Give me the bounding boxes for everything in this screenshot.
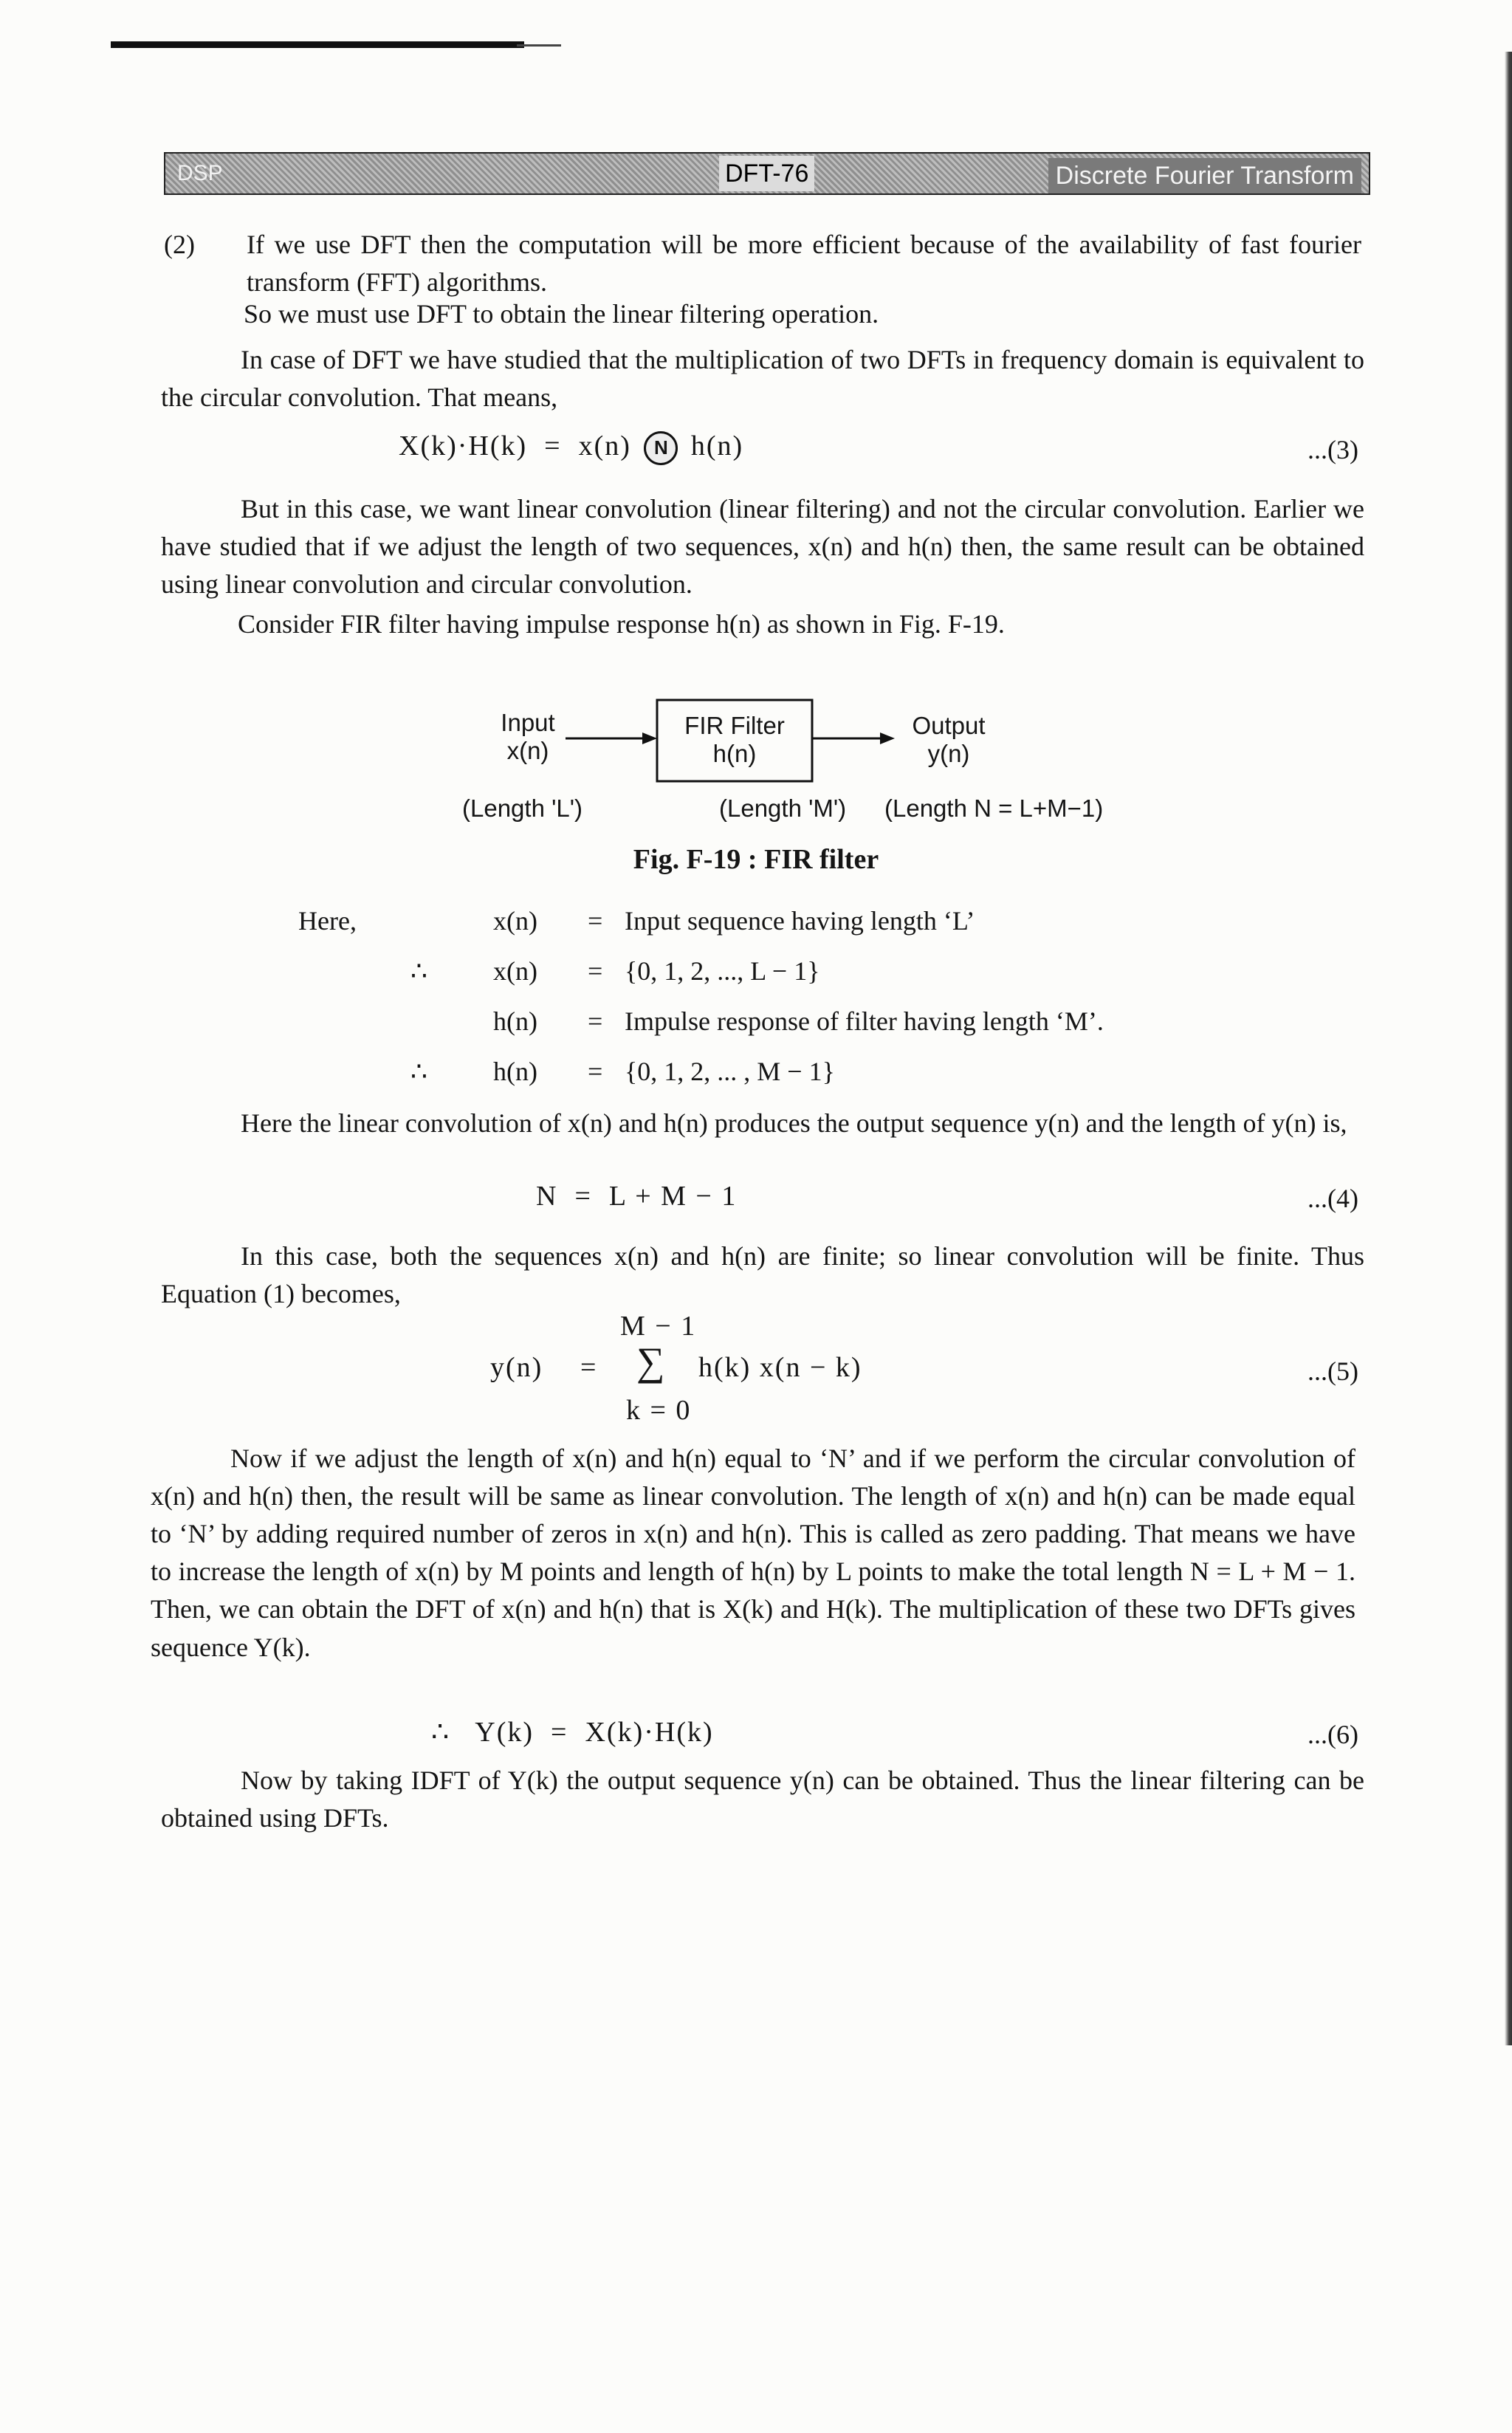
therefore-symbol: ∴ [410,956,427,986]
scan-top-rule-thin [517,44,561,47]
input-label-group [487,709,568,765]
eq3-equals: = [544,430,562,461]
def-row-3-rhs: Impulse response of filter having length ‘M’. [625,1006,1104,1036]
eq6-therefore: ∴ [431,1717,451,1748]
eq4-lhs: N [536,1181,558,1212]
block-title: FIR Filter [684,712,785,739]
scan-top-rule [111,41,524,48]
paragraph-zero-padding: Now if we adjust the length of x(n) and h(n) equal to ‘N’ and if we perform the circular convolution of x(n) and h(n) then, the result will be same as linear convolution. The length of x(n) and h(n) can be made equal to ‘N’ by adding required number of zeros in x(n) and h(n). This is called as zero padding. That means we have to increase the length of x(n) by M points and length of h(n) by L points to make the total length N = L + M − 1. Then, we can obtain the DFT of x(n) and h(n) that is X(k) and H(k). The multiplication of these two DFTs gives sequence Y(k). [151,1444,1355,1662]
fir-filter-diagram [443,650,1107,827]
equation-3-number: ...(3) [1307,435,1358,464]
eq6-lhs: Y(k) [475,1717,535,1748]
equation-6-number: ...(6) [1307,1720,1358,1749]
eq5-equals: = [580,1352,598,1383]
eq5-lhs: y(n) [490,1352,543,1383]
therefore-symbol: ∴ [410,1057,427,1086]
def-row-3-equals: = [588,1006,603,1036]
input-arrow-head [642,732,657,744]
header-left-label: DSP [177,161,223,185]
section-title: Discrete Fourier Transform [1048,158,1361,193]
output-label-group [901,712,997,768]
def-row-2-equals: = [588,956,603,986]
equation-6 [431,1713,714,1753]
paragraph-dft-case: In case of DFT we have studied that the multiplication of two DFTs in frequency domain is equivalent to the circular convolution. That means, [161,345,1364,413]
eq3-x: x(n) [578,430,631,461]
equation-5-number: ...(5) [1307,1356,1358,1386]
item-number: (2) [164,230,195,259]
circular-convolution-symbol: N [644,431,678,465]
def-row-4-lhs: h(n) [493,1057,537,1086]
def-row-4-rhs: {0, 1, 2, ... , M − 1} [625,1057,835,1086]
def-row-1-rhs: Input sequence having length ‘L’ [625,906,975,936]
scan-right-edge [1505,52,1512,2045]
page-label: DFT-76 [719,156,814,191]
input-label: Input [501,709,555,736]
paragraph-must-use: So we must use DFT to obtain the linear filtering operation. [244,299,879,329]
length-input-label: (Length 'L') [462,795,583,822]
equation-4-number: ...(4) [1307,1184,1358,1213]
eq4-rhs: L + M − 1 [608,1181,738,1212]
paragraph-idft: Now by taking IDFT of Y(k) the output sequence y(n) can be obtained. Thus the linear filtering can be obtained using DFTs. [161,1765,1364,1833]
eq6-rhs: X(k)·H(k) [585,1717,714,1748]
paragraph-consider: Consider FIR filter having impulse response h(n) as shown in Fig. F-19. [238,609,1005,639]
eq5-term: h(k) x(n − k) [698,1352,862,1383]
eq6-equals: = [551,1717,568,1748]
def-row-1-equals: = [588,906,603,936]
paragraph-here-linear: Here the linear convolution of x(n) and h(n) produces the output sequence y(n) and the length of y(n) is, [241,1108,1347,1138]
def-row-1-lhs: x(n) [493,906,537,936]
output-signal: y(n) [927,739,970,767]
output-label: Output [912,712,986,739]
here-label: Here, [298,906,357,936]
paragraph-linear: But in this case, we want linear convolution (linear filtering) and not the circular convolution. Earlier we have studied that if we adjust the length of two sequences, x(n) and h(n) then, the same result can be obtained using linear convolution and circular convolution. [161,494,1364,600]
def-row-4-equals: = [588,1057,603,1086]
input-signal: x(n) [506,736,549,764]
sum-upper-limit: M − 1 [620,1311,697,1342]
figure-caption: Fig. F-19 : FIR filter [633,844,879,875]
eq3-lhs: X(k)·H(k) [399,430,528,461]
length-output-label: (Length N = L+M−1) [884,795,1104,822]
sigma-symbol: ∑ [636,1339,667,1384]
def-row-2-lhs: x(n) [493,956,537,986]
def-row-2-rhs: {0, 1, 2, ..., L − 1} [625,956,820,986]
output-arrow-head [880,732,895,744]
block-label-group [657,712,812,768]
eq4-equals: = [574,1181,592,1212]
equation-3 [399,427,743,467]
eq3-h: h(n) [690,430,744,461]
paragraph-finite: In this case, both the sequences x(n) and h(n) are finite; so linear convolution will be finite. Thus Equation (1) becomes, [161,1241,1364,1309]
sum-lower-limit: k = 0 [626,1395,692,1426]
length-filter-label: (Length 'M') [719,795,847,822]
def-row-3-lhs: h(n) [493,1006,537,1036]
block-signal: h(n) [712,739,757,767]
item-text: If we use DFT then the computation will be more efficient because of the availability of fast fourier transform (FFT) algorithms. [247,230,1361,298]
equation-4 [536,1177,737,1217]
